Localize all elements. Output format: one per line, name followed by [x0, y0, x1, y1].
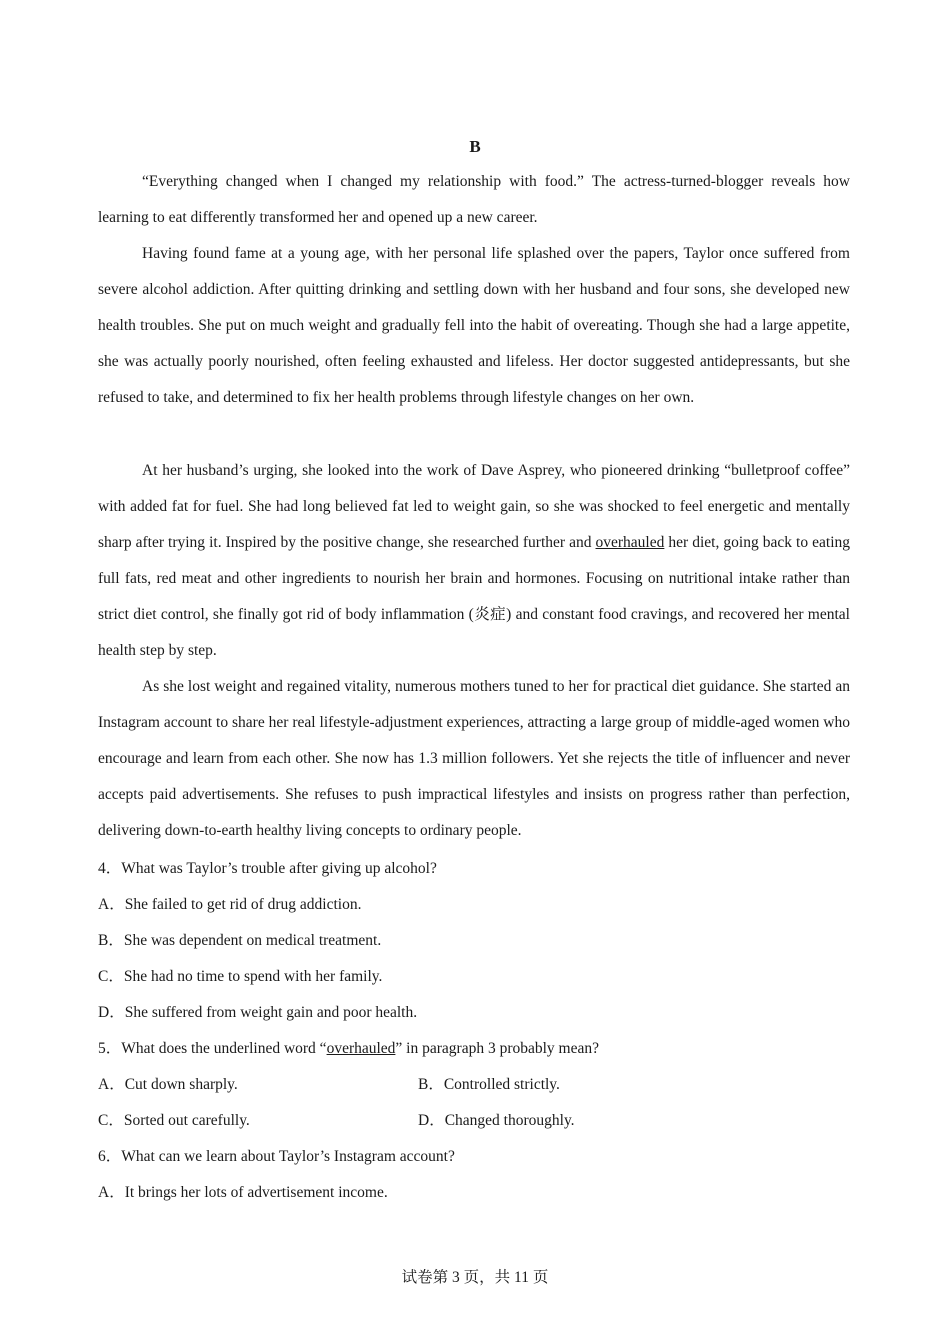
passage-paragraph-1: “Everything changed when I changed my relationship with food.” The actress-turned-blogger reveals how learning to eat differently transformed her and opened up a new career.	[98, 173, 850, 226]
passage-paragraph-3	[98, 453, 850, 669]
question-5-option-b: B．Controlled strictly.	[418, 1076, 560, 1093]
paragraph-3-text-before: At her husband’s urging, she looked into the work of Dave Asprey, who pioneered drinking “bulletproof coffee” with added fat for fuel. She had long believed fat led to weight gain, so she was shocked to feel energetic and mentally sharp after trying it. Inspired by the positive change, she researched further and	[98, 462, 850, 551]
question-5-stem-before: 5．What does the underlined word “	[98, 1040, 327, 1057]
question-5-option-c: C．Sorted out carefully.	[98, 1112, 250, 1129]
question-4-stem: 4．What was Taylor’s trouble after giving up alcohol?	[98, 860, 437, 877]
question-6-stem: 6．What can we learn about Taylor’s Instagram account?	[98, 1148, 455, 1165]
section-title: B	[469, 137, 481, 156]
passage-paragraph-4: As she lost weight and regained vitality, numerous mothers tuned to her for practical diet guidance. She started an Instagram account to share her real lifestyle-adjustment experiences, attracting a large group of middle-aged women who encourage and learn from each other. She now has 1.3 million followers. Yet she rejects the title of influencer and never accepts paid advertisements. She refuses to push impractical lifestyles and insists on progress rather than perfection, delivering down-to-earth healthy living concepts to ordinary people.	[98, 678, 850, 839]
paragraph-3-text-after: her diet, going back to eating full fats, red meat and other ingredients to nourish her brain and hormones. Focusing on nutritional intake rather than strict diet control, she finally got rid of body inflammation (炎症) and constant food cravings, and recovered her mental health step by step.	[98, 534, 851, 659]
question-4-option-b: B．She was dependent on medical treatment.	[98, 932, 382, 949]
passage-paragraph-2: Having found fame at a young age, with her personal life splashed over the papers, Taylor once suffered from severe alcohol addiction. After quitting drinking and settling down with her husband and four sons, she developed new health troubles. She put on much weight and gradually fell into the habit of overeating. Though she had a large appetite, she was actually poorly nourished, often feeling exhausted and lifeless. Her doctor suggested antidepressants, but she refused to take, and determined to fix her health problems through lifestyle changes on her own.	[98, 245, 850, 406]
question-6-option-a: A．It brings her lots of advertisement income.	[98, 1184, 388, 1201]
question-5-option-d: D．Changed thoroughly.	[418, 1112, 575, 1129]
question-4-option-a: A．She failed to get rid of drug addiction.	[98, 896, 362, 913]
underlined-word: overhauled	[595, 534, 665, 551]
question-4-option-c: C．She had no time to spend with her family.	[98, 968, 383, 985]
page-footer: 试卷第 3 页，共 11 页	[401, 1269, 549, 1286]
question-5-option-a: A．Cut down sharply.	[98, 1076, 238, 1093]
question-5-stem	[98, 1031, 599, 1067]
question-5-underlined-word: overhauled	[326, 1040, 396, 1057]
question-4-option-d: D．She suffered from weight gain and poor health.	[98, 1004, 418, 1021]
question-5-stem-after: ” in paragraph 3 probably mean?	[395, 1040, 599, 1057]
